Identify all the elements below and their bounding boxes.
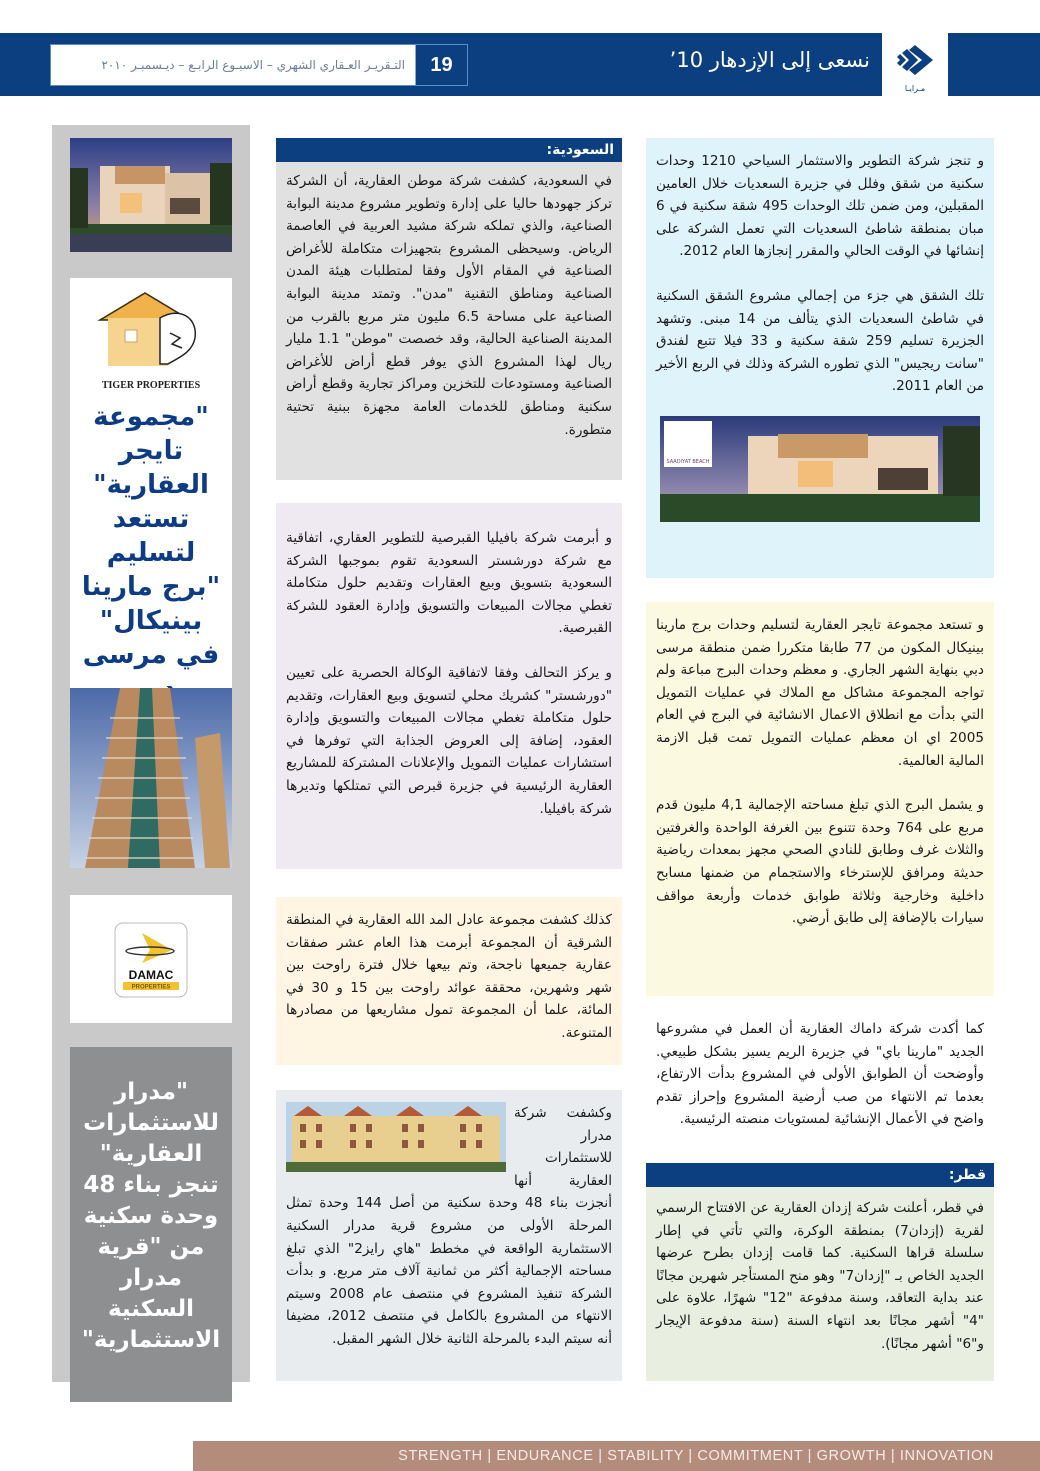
damac-logo-subtext: PROPERTIES bbox=[131, 984, 171, 991]
maraya-logo-icon bbox=[895, 43, 935, 77]
damac-properties-ad bbox=[70, 895, 232, 1023]
article-paragraph: في السعودية، كشفت شركة موطن العقارية، أن الشركة تركز جهودها حاليا على إدارة وتطوير مشروع مدينة البوابة الصناعية، والذي تملكه شركة مشيد العربية في العاصمة الرياض. وسيحظى المشروع بتجهيزات متكاملة للأغراض الصناعية في المقام الأول وفقا لمتطلبات هيئة المدن الصناعية ومناطق التقنية "مدن". وتمتد مدينة البوابة الصناعية على مساحة 6.5 مليون متر مربع بالقرب من المدينة الصناعية الحالية، وقد خصصت "موطن" 1.1 مليار ريال لهذا المشروع الذي يوفر قطع أراض للأغراض الصناعية ومستودعات للتخزين ومراكز تجارية وقطع أراض سكنية ومناطق للخدمات العامة مجهزة ببنية تحتية متطورة. bbox=[286, 173, 612, 438]
marina-tower-photo bbox=[70, 688, 232, 868]
saadiyat-villa-photo bbox=[660, 416, 980, 522]
article-paragraph: و تستعد مجموعة تايجر العقارية لتسليم وحدات برج مارينا بينيكال المكون من 77 طابقا متكررا ضمن منطقة مرسى دبي بنهاية الشهر الجاري. و معظم وحدات البرج مباعة ولم تواجه المجموعة مشاكل مع الملاك في عمليات التمويل التي بدأت مع انطلاق الاعمال الانشائية في البرج في العام 2005 اي ان معظم عمليات التمويل تمت قبل الازمة المالية العالمية. bbox=[656, 617, 984, 769]
article-paragraph: في قطر، أعلنت شركة إزدان العقارية عن الافتتاح الرسمي لقرية (إزدان7) بمنطقة الوكرة، والتي تأتي في إطار سلسلة قراها السكنية. كما قامت إزدان بطرح عرضها الجديد الخاص بـ "إزدان7" وهو منح المستأجر شهرين مجانًا عند بداية التعاقد، وسنة مدفوعة "12" شهرًا، علاوة على "4" أشهر مجانًا بعد انتهاء السنة (سنة مدفوعة الإيجار و"6" أشهر مجانًا). bbox=[656, 1200, 984, 1352]
magazine-title: نسعى إلى الإزدهار 10’ bbox=[669, 48, 870, 72]
tiger-ad-headline: "مجموعة تايجر العقارية" تستعد لتسليم "برج مارينا بينيكال" في مرسى bbox=[81, 402, 221, 670]
tiger-properties-ad bbox=[70, 278, 232, 690]
damac-logo-text: DAMAC bbox=[128, 968, 174, 982]
section-heading-saudi: السعودية: bbox=[276, 138, 622, 162]
article-saadiyat bbox=[646, 138, 994, 578]
saadiyat-beach-logo: SAADIYAT BEACH bbox=[664, 421, 712, 467]
maraya-logo bbox=[882, 33, 948, 96]
article-paragraph: كما أكدت شركة داماك العقارية أن العمل في مشروعها الجديد "مارينا باي" في جزيرة الريم يسير بشكل طبيعي. وأوضحت أن الطوابق الأولى في المشروع بدأت الارتفاع، بعدما تم الانتهاء من صب أرضية المشروع وإحراز تقدم واضح في الأعمال الإنشائية لمستويات منصته الرئيسية. bbox=[656, 1021, 984, 1128]
section-heading-qatar: قطر: bbox=[646, 1163, 994, 1187]
article-damac bbox=[646, 1012, 994, 1152]
tiger-logo-text: TIGER PROPERTIES bbox=[101, 380, 201, 391]
footer-tagline: STRENGTH | ENDURANCE | STABILITY | COMMITMENT | GROWTH | INNOVATION bbox=[193, 1441, 1040, 1471]
article-paragraph: و تنجز شركة التطوير والاستثمار السياحي 1210 وحدات سكنية من شقق وفلل في جزيرة السعديات خلال العامين المقبلين، ومن ضمن تلك الوحدات 495 شقة سكنية في 6 مبان بمنطقة شاطئ السعديات التي تعمل الشركة على إنشائها في الوقت الحالي والمقرر إنجازها العام 2012. bbox=[656, 153, 985, 260]
article-paragraph: و أبرمت شركة بافيليا القبرصية للتطوير العقاري، اتفاقية مع شركة دورشستر السعودية تقوم بموجبها الشركة السعودية بتسويق وبيع العقارات وتقديم حلول متكاملة تغطي مجالات المبيعات والتسويق وإدارة العقود للشركة القبرصية. bbox=[286, 530, 612, 637]
logo-text: مـرايـا bbox=[904, 84, 926, 93]
article-saudi bbox=[276, 138, 622, 480]
article-paragraph: و يشمل البرج الذي تبلغ مساحته الإجمالية 4,1 مليون قدم مربع على 764 وحدة تتنوع بين الغرفة الواحدة والغرفتين والثلاث غرف وطابق للنادي الصحي مجهز بمعدات رياضية حديثة ومرافق للإسترخاء والاستجمام من ضمنها مسابح داخلية وخارجية وثلاثة طوابق خدمات وأربعة مواقف سيارات بالإضافة إلى طابق أرضي. bbox=[656, 797, 984, 927]
damac-logo bbox=[70, 895, 232, 1023]
article-marina-pinnacle bbox=[646, 602, 994, 996]
page-number: 19 bbox=[415, 45, 467, 85]
madar-headline: "مدرار للاستثمارات العقارية" تنجز بناء 48 وحدة سكنية من "قرية مدرار السكنية الاستثمارية" bbox=[81, 1079, 221, 1353]
villa-photo-small bbox=[70, 138, 232, 252]
article-qatar bbox=[646, 1163, 994, 1381]
article-madar bbox=[276, 1090, 622, 1381]
article-paragraph: تلك الشقق هي جزء من إجمالي مشروع الشقق السكنية في شاطئ السعديات الذي يتألف من 14 مبنى. وتشهد الجزيرة تسليم 259 شقة سكنية و 33 فيلا تتبع لفندق "سانت ريجيس" الذي تطوره الشركة وذلك في الربع الأخير من العام 2011. bbox=[656, 287, 984, 395]
article-pavilia bbox=[276, 503, 622, 869]
madar-callout-box bbox=[70, 1047, 232, 1402]
article-paragraph: كذلك كشفت مجموعة عادل المد الله العقارية في المنطقة الشرقية أن المجموعة أبرمت هذا العام عشر صفقات عقارية جميعها ناجحة، وتم بيعها خلال فترة راوحت بين شهر وشهرين، محققة عوائد راوحت بين 15 و 30 في المائة، علما أن المجموعة تمول مشاريعها من مصادرها المتنوعة. bbox=[286, 912, 612, 1041]
report-title: التـقريـر العـقاري الشهري – الاسبـوع الرابـع – ديـسمبـر ٢٠١٠ bbox=[101, 58, 405, 72]
tiger-properties-logo bbox=[70, 278, 232, 396]
header-info-box bbox=[50, 44, 468, 86]
article-almadallah bbox=[276, 897, 622, 1065]
sidebar bbox=[52, 125, 250, 1382]
madar-village-photo bbox=[286, 1102, 506, 1172]
article-paragraph: و يركز التحالف وفقا لاتفاقية الوكالة الحصرية على تعيين "دورشستر" كشريك محلي لتسويق وبيع العقارات، وتقديم حلول متكاملة تغطي مجالات المبيعات والتسويق وإدارة العقود، إضافة إلى العروض الجذابة التي توفرها في استشارات عمليات التمويل والإعلانات المشتركة للمشاريع العقارية الرئيسية في جزيرة قبرص التي تمتلكها وتديرها شركة بافيليا. bbox=[286, 664, 612, 817]
article-paragraph: وكشفت شركة مدرار للاستثمارات العقارية أنها أنجزت بناء 48 وحدة سكنية من أصل 144 وحدة تمثل المرحلة الأولى من مشروع قرية مدرار السكنية الاستثمارية الواقعة في مخطط "هاي رايز2" الذي تبلغ مساحته الإجمالية أكثر من ثمانية آلاف متر مربع. و بدأت الشركة تنفيذ المشروع في منتصف عام 2008 وسيتم الانتهاء من المشروع بالكامل في منتصف 2012، مضيفا أنه سيتم البدء بالمرحلة الثانية خلال الشهر المقبل. bbox=[286, 1105, 613, 1347]
